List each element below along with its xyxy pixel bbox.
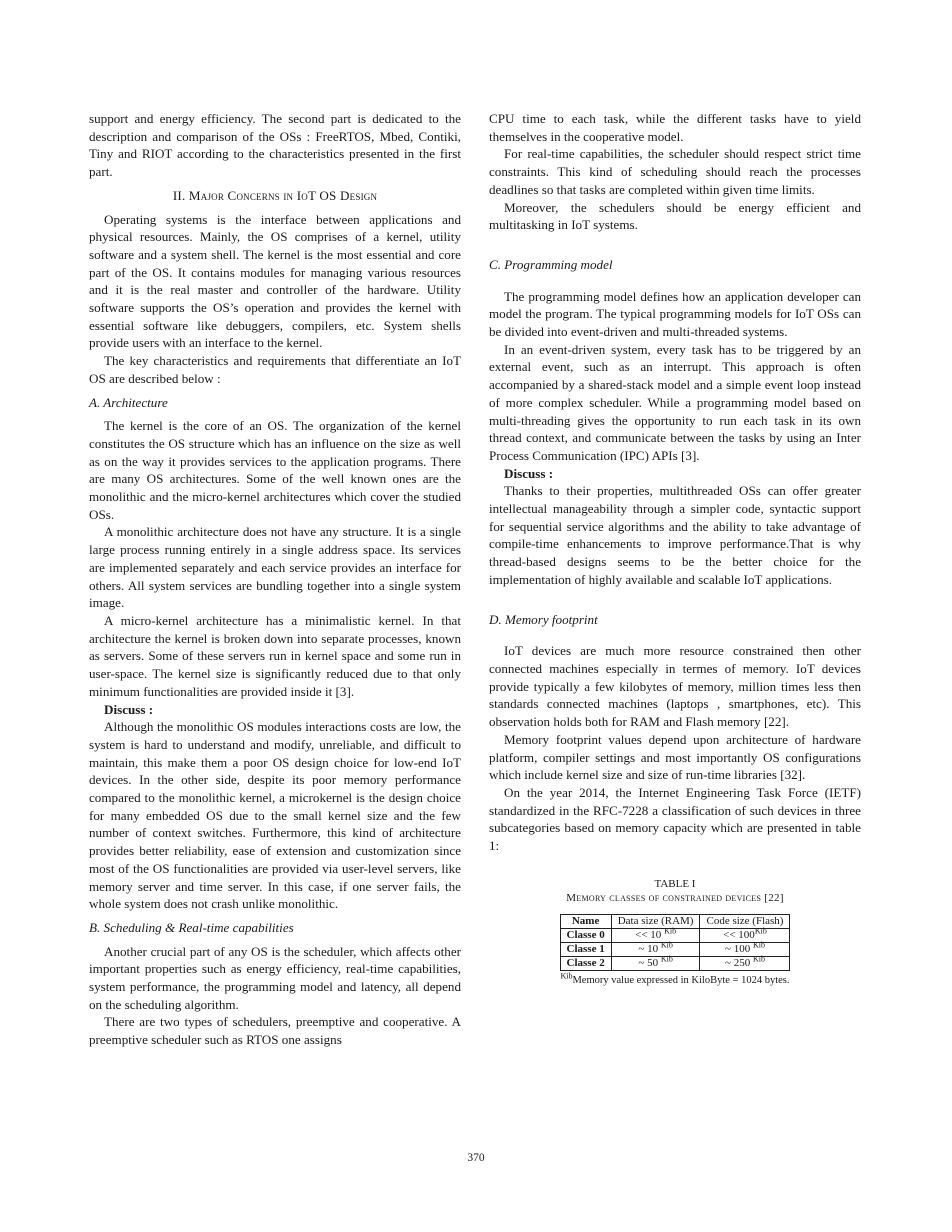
paragraph: support and energy efficiency. The second part is dedicated to the description and comparison of the OSs : FreeRTOS, Mbed, Contiki, Tiny and RIOT according to the characteristics presented in the first part. bbox=[89, 111, 461, 180]
cell-value: << 10 bbox=[635, 928, 662, 941]
table-cell: Classe 1 bbox=[560, 942, 611, 956]
unit-superscript: Kib bbox=[660, 954, 673, 964]
paragraph: Although the monolithic OS modules interactions costs are low, the system is hard to understand and modify, unreliable, and difficult to maintain, this make them a poor OS design choice for low-end IoT devices. In the other side, despite its poor memory performance compared to the monolithic kernel, a microkernel is the design choice for many embedded OS due to the small kernel size and the few number of context switches. Furthermore, this kind of architecture provides better reliability, ease of extension and customization since most of the OS functionalities are provided via user-level servers, like memory server and time server. In this case, if one server fails, the whole system does not crash unlike monolithic. bbox=[89, 719, 461, 912]
paragraph: Moreover, the schedulers should be energy efficient and multitasking in IoT systems. bbox=[489, 199, 861, 233]
discuss-label: Discuss : bbox=[504, 465, 554, 481]
table-header-cell: Name bbox=[560, 914, 611, 928]
paragraph: On the year 2014, the Internet Engineering Task Force (IETF) standardized in the RFC-7228 a classification of such devices in three subcategories based on memory capacity which are presented in table 1: bbox=[489, 784, 861, 854]
paragraph: The key characteristics and requirements that differentiate an IoT OS are described below : bbox=[89, 353, 461, 386]
discuss-label: Discuss : bbox=[104, 701, 154, 717]
unit-superscript: Kib bbox=[752, 954, 765, 964]
table-row bbox=[560, 956, 790, 970]
table-cell: Classe 0 bbox=[560, 928, 611, 942]
table-cell bbox=[700, 928, 790, 942]
cell-value: ~ 10 bbox=[638, 942, 659, 955]
unit-superscript: Kib bbox=[660, 940, 673, 950]
subsection-heading: B. Scheduling & Real-time capabilities bbox=[89, 919, 294, 935]
cell-value: ~ 100 bbox=[725, 942, 751, 955]
table-footnote bbox=[489, 972, 861, 990]
table-cell bbox=[700, 956, 790, 970]
paragraph: Thanks to their properties, multithreaded OSs can offer greater intellectual manageability through a simpler code, syntactic support for sequential service algorithms and the ability to take advantage of compile-time enhancements to improve performance.That is why thread-based designs seems to be the better choice for the implementation of highly available and scalable IoT applications. bbox=[489, 483, 861, 587]
paragraph: Operating systems is the interface between applications and physical resources. Mainly, the OS comprises of a kernel, utility software and a system shell. The kernel is the most essential and core part of the OS. It contains modules for managing various resources and it is the real master and controller of the hardware. Utility software supports the OS’s operation and provides the kernel with essential software like debuggers, compilers, etc. System shells provide users with an interface to the kernel. bbox=[89, 211, 461, 351]
table-cell: Classe 2 bbox=[560, 956, 611, 970]
cell-value: ~ 250 bbox=[725, 956, 751, 969]
table-cell bbox=[611, 956, 700, 970]
paragraph: The programming model defines how an application developer can model the program. The typical programming models for IoT OSs can be divided into event-driven and multi-threaded systems. bbox=[489, 288, 861, 340]
unit-superscript: Kib bbox=[752, 940, 765, 950]
table-caption bbox=[489, 877, 861, 905]
table-header-cell: Code size (Flash) bbox=[700, 914, 790, 928]
table-cell bbox=[611, 928, 700, 942]
table-header-cell: Data size (RAM) bbox=[611, 914, 700, 928]
subsection-heading: A. Architecture bbox=[89, 394, 168, 410]
table-cell bbox=[700, 942, 790, 956]
unit-superscript: Kib bbox=[664, 926, 677, 936]
memory-classes-table bbox=[560, 914, 791, 971]
footnote-marker: Kib bbox=[560, 971, 573, 981]
paragraph: Memory footprint values depend upon architecture of hardware platform, compiler settings and most importantly OS configurations which include kernel size and size of run-time libraries [32]. bbox=[489, 731, 861, 783]
paragraph: The kernel is the core of an OS. The organization of the kernel constitutes the OS structure which has an influence on the size as well as on the way it provides services to the application programs. There are many OS architectures. Some of the well known ones are the monolithic and the micro-kernel architectures which cover the studied OSs. bbox=[89, 418, 461, 522]
left-column bbox=[89, 110, 461, 1049]
cell-value: ~ 50 bbox=[638, 956, 659, 969]
paragraph: Another crucial part of any OS is the scheduler, which affects other important properties such as energy efficiency, real-time capabilities, system performance, the programming model and latency, all depend on the scheduling algorithm. bbox=[89, 943, 461, 1012]
subsection-heading: D. Memory footprint bbox=[489, 611, 598, 627]
unit-superscript: Kib bbox=[754, 926, 767, 936]
subsection-heading: C. Programming model bbox=[489, 256, 613, 272]
paragraph: IoT devices are much more resource constrained then other connected machines especially in termes of memory. IoT devices provide typically a few kilobytes of memory, million times less then standards connected machines (laptops , smartphones, etc). This observation holds both for RAM and Flash memory [22]. bbox=[489, 643, 861, 730]
paragraph: A micro-kernel architecture has a minimalistic kernel. In that architecture the kernel is broken down into separate processes, known as servers. Some of these servers run in kernel space and some run in user-space. The kernel size is significantly reduced due to that only minimum functionalities are provided inside it [3]. bbox=[89, 612, 461, 699]
table-label: TABLE I bbox=[654, 877, 696, 890]
table-cell bbox=[611, 942, 700, 956]
table-title: Memory classes of constrained devices [22] bbox=[566, 891, 784, 904]
cell-value: << 100 bbox=[723, 928, 755, 941]
page-number: 370 bbox=[467, 1152, 485, 1164]
paragraph: There are two types of schedulers, preemptive and cooperative. A preemptive scheduler such as RTOS one assigns bbox=[89, 1014, 461, 1048]
footnote-text: Memory value expressed in KiloByte = 1024 bytes. bbox=[572, 974, 790, 986]
section-heading: II. Major Concerns in IoT OS Design bbox=[172, 187, 378, 203]
paragraph: CPU time to each task, while the different tasks have to yield themselves in the cooperative model. bbox=[489, 111, 861, 144]
paragraph: For real-time capabilities, the scheduler should respect strict time constraints. This kind of scheduling should reach the processes deadlines so that tasks are completed within given time limits. bbox=[489, 146, 861, 197]
paragraph: A monolithic architecture does not have any structure. It is a single large process running entirely in a single address space. Its services are implemented separately and each service provides an interface for others. All system services are bundling together into a single system image. bbox=[89, 524, 461, 611]
right-column bbox=[489, 110, 861, 989]
paragraph: In an event-driven system, every task has to be triggered by an external event, such as an interrupt. This approach is often accompanied by a shared-stack model and a simple event loop instead of more complex scheduler. While a programming model based on multi-threading gives the opportunity to run each task in its own thread context, and communicate between the tasks by using an Inter Process Communication (IPC) APIs [3]. bbox=[489, 341, 861, 463]
